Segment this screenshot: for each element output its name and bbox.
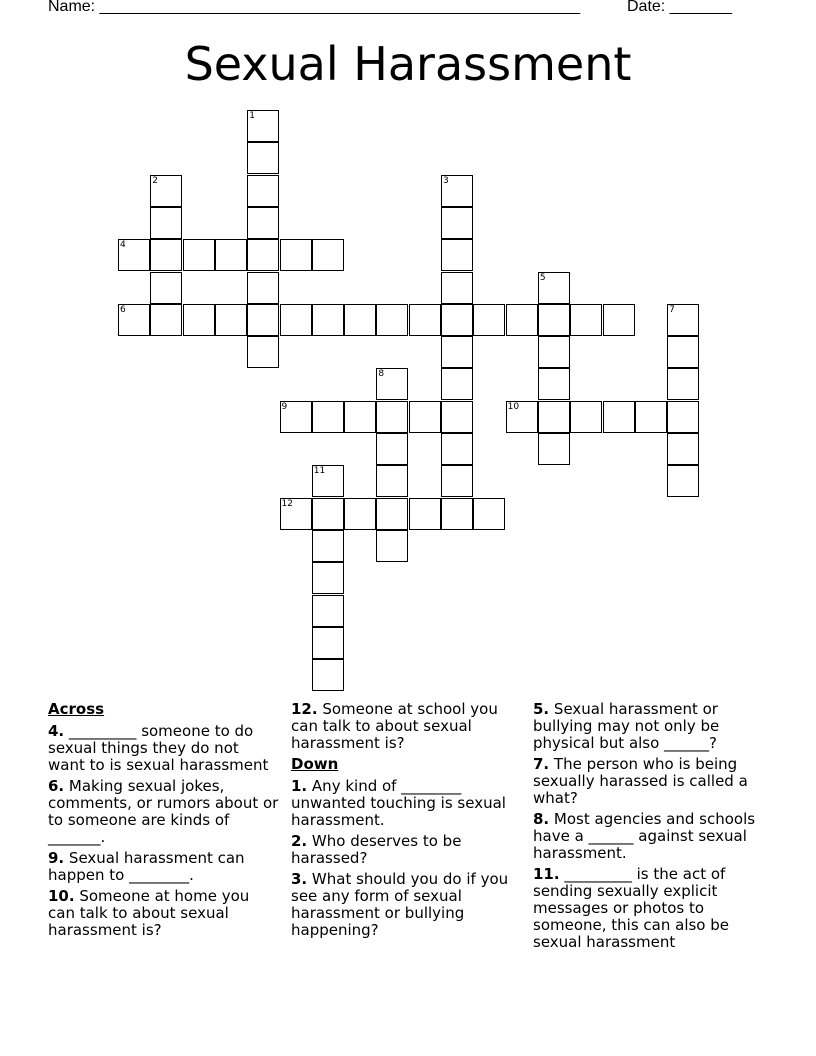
down-heading: Down [291,755,339,773]
crossword-cell[interactable] [344,401,376,433]
crossword-cell[interactable] [215,239,247,271]
crossword-cell[interactable] [538,401,570,433]
clue-number: 7 [669,304,675,315]
crossword-cell[interactable] [312,627,344,659]
crossword-cell[interactable] [506,304,538,336]
crossword-cell[interactable] [376,433,408,465]
crossword-cell[interactable] [312,595,344,627]
clue-number: 2 [152,175,159,186]
page-title: Sexual Harassment [184,37,632,91]
crossword-cell[interactable] [441,401,473,433]
clue-across-12: 12. Someone at school you can talk to about sexual harassment is? [291,700,498,752]
crossword-cell[interactable] [538,272,570,304]
crossword-cell[interactable] [667,336,699,368]
crossword-cell[interactable] [247,272,279,304]
crossword-cell[interactable] [538,433,570,465]
crossword-cell[interactable] [312,498,344,530]
crossword-cell[interactable] [441,336,473,368]
crossword-cell[interactable] [441,433,473,465]
crossword-cell[interactable] [247,239,279,271]
clue-down-5: 5. Sexual harassment or bullying may not only be physical but also ______? [533,700,720,752]
crossword-cell[interactable] [247,142,279,174]
clue-across-6: 6. Making sexual jokes, comments, or rumors about or to someone are kinds of _______. [48,777,279,846]
crossword-cell[interactable] [150,175,182,207]
crossword-cell[interactable] [376,498,408,530]
crossword-cell[interactable] [118,304,150,336]
crossword-cell[interactable] [538,336,570,368]
crossword-cell[interactable] [473,498,505,530]
crossword-cell[interactable] [312,465,344,497]
clue-number: 9 [281,401,288,412]
across-heading: Across [48,700,105,718]
crossword-cell[interactable] [280,401,312,433]
crossword-cell[interactable] [570,304,602,336]
crossword-cell[interactable] [118,239,150,271]
clue-across-10: 10. Someone at home you can talk to about sexual harassment is? [48,887,250,939]
crossword-cell[interactable] [538,304,570,336]
crossword-cell[interactable] [667,433,699,465]
crossword-cell[interactable] [441,304,473,336]
crossword-cell[interactable] [344,304,376,336]
crossword-cell[interactable] [441,175,473,207]
crossword-cell[interactable] [409,304,441,336]
crossword-cell[interactable] [376,368,408,400]
name-field[interactable]: Name: ______________________________________________________ [48,0,581,15]
crossword-cell[interactable] [667,401,699,433]
crossword-cell[interactable] [280,304,312,336]
crossword-cell[interactable] [312,659,344,691]
clue-across-9: 9. Sexual harassment can happen to ________. [48,849,245,884]
crossword-cell[interactable] [183,239,215,271]
date-field[interactable]: Date: _______ [627,0,732,15]
clue-number: 6 [120,304,126,315]
crossword-cell[interactable] [603,401,635,433]
clue-down-11: 11. _________ is the act of sending sexually explicit messages or photos to someone, this can also be sexual harassment [533,865,730,951]
clue-number: 5 [539,272,546,283]
crossword-cell[interactable] [312,530,344,562]
clue-number: 12 [281,498,293,509]
clue-down-1: 1. Any kind of ________ unwanted touching is sexual harassment. [291,777,506,829]
crossword-cell[interactable] [538,368,570,400]
crossword-cell[interactable] [441,368,473,400]
crossword-cell[interactable] [441,272,473,304]
crossword-cell[interactable] [603,304,635,336]
crossword-cell[interactable] [247,207,279,239]
crossword-cell[interactable] [376,530,408,562]
crossword-cell[interactable] [376,465,408,497]
clue-down-3: 3. What should you do if you see any form of sexual harassment or bullying happening? [291,870,509,939]
crossword-cell[interactable] [409,498,441,530]
crossword-cell[interactable] [473,304,505,336]
crossword-cell[interactable] [376,401,408,433]
clue-down-8: 8. Most agencies and schools have a ______ against sexual harassment. [533,810,756,862]
crossword-cell[interactable] [150,272,182,304]
clue-number: 8 [378,369,385,380]
crossword-cell[interactable] [215,304,247,336]
crossword-cell[interactable] [312,304,344,336]
clue-down-2: 2. Who deserves to be harassed? [291,832,462,867]
clue-number: 1 [249,111,255,121]
clue-number: 3 [443,175,449,186]
clue-number: 10 [507,401,520,412]
crossword-cell[interactable] [570,401,602,433]
clue-number: 11 [313,466,326,477]
crossword-cell[interactable] [312,239,344,271]
crossword-cell[interactable] [441,207,473,239]
crossword-cell[interactable] [150,304,182,336]
clues-column-3 [533,701,765,955]
crossword-cell[interactable] [280,239,312,271]
crossword-cell[interactable] [247,175,279,207]
crossword-cell[interactable] [441,498,473,530]
crossword-cell[interactable] [506,401,538,433]
crossword-cell[interactable] [667,465,699,497]
crossword-cell[interactable] [635,401,667,433]
crossword-cell[interactable] [150,207,182,239]
crossword-cell[interactable] [667,368,699,400]
clue-across-4: 4. _________ someone to do sexual things they do not want to is sexual harassment [48,722,269,774]
crossword-cell[interactable] [667,304,699,336]
crossword-cell[interactable] [376,304,408,336]
clue-down-7: 7. The person who is being sexually harassed is called a what? [533,755,748,807]
crossword-cell[interactable] [247,336,279,368]
crossword-cell[interactable] [409,401,441,433]
crossword-cell[interactable] [312,562,344,594]
crossword-cell[interactable] [247,110,279,142]
clues-column-1 [48,701,280,943]
crossword-cell[interactable] [150,239,182,271]
crossword-cell[interactable] [280,498,312,530]
crossword-cell[interactable] [441,465,473,497]
crossword-cell[interactable] [441,239,473,271]
clue-number: 4 [120,240,126,251]
crossword-cell[interactable] [247,304,279,336]
clues-column-2 [291,701,523,943]
crossword-cell[interactable] [312,401,344,433]
crossword-cell[interactable] [344,498,376,530]
crossword-cell[interactable] [183,304,215,336]
